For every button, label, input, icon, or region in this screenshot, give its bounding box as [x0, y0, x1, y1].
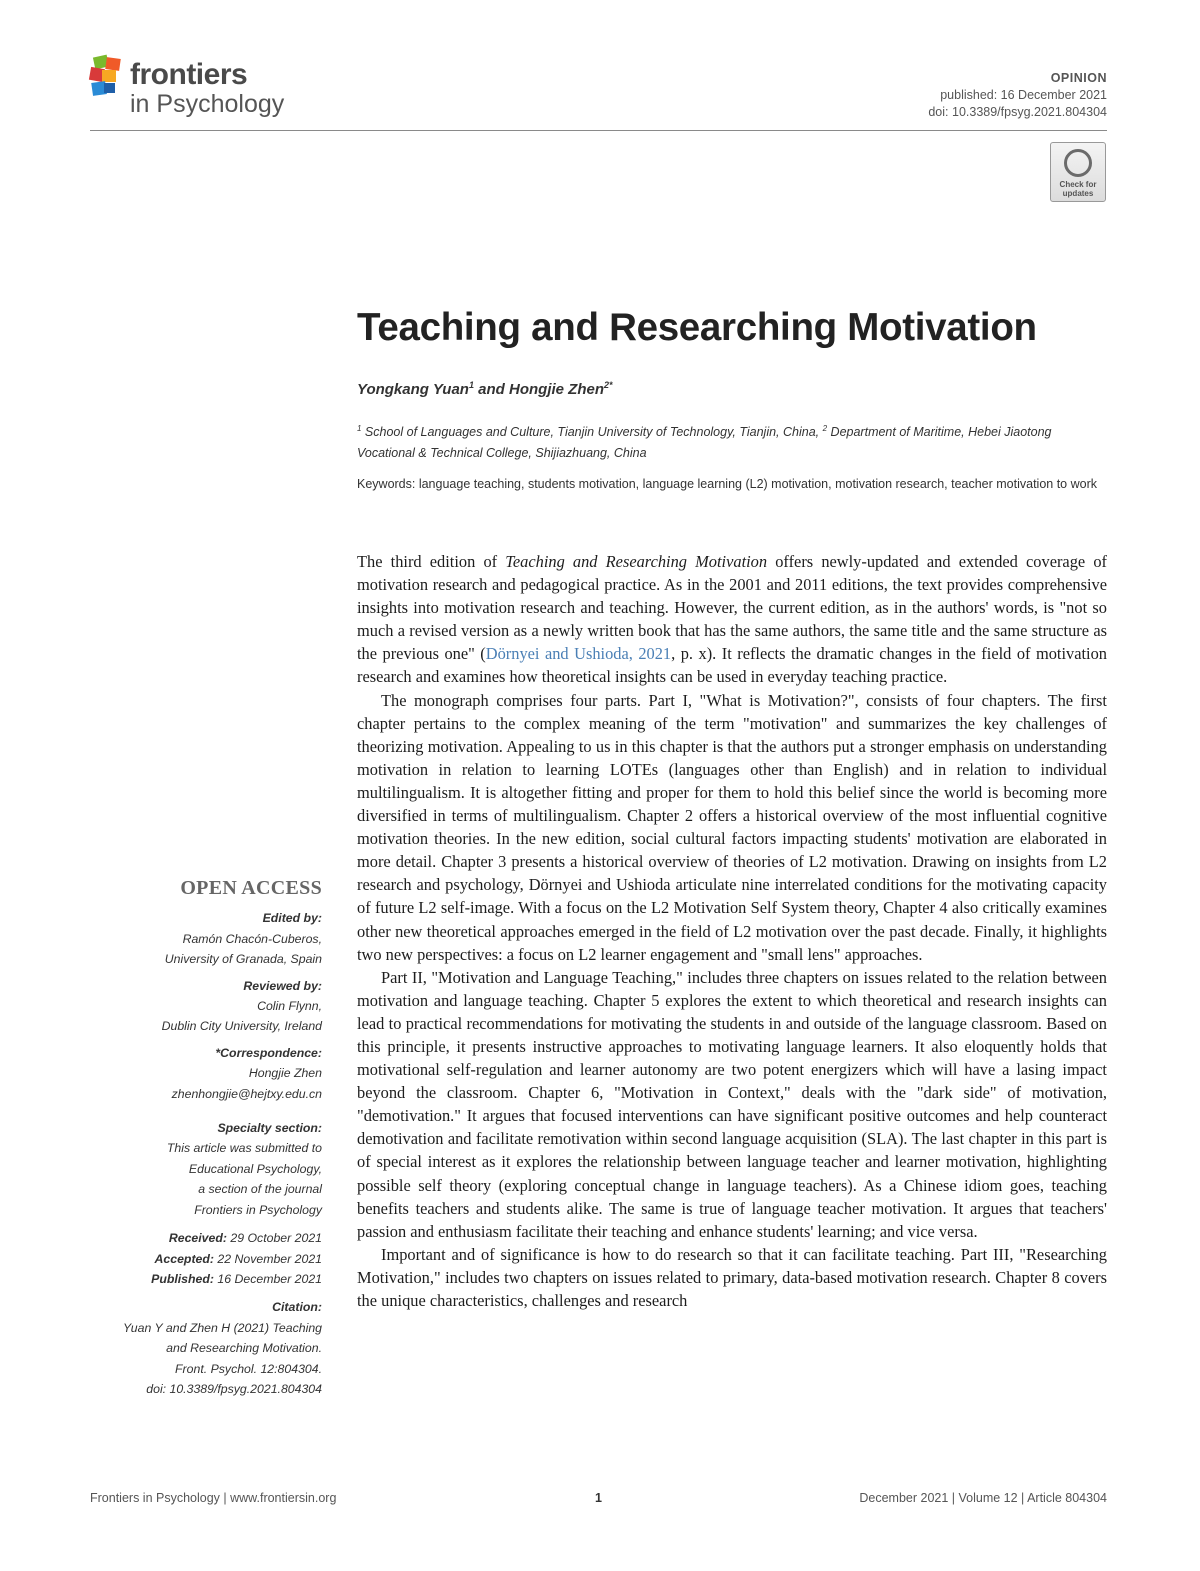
edited-by-block	[90, 908, 322, 969]
specialty-line: This article was submitted to	[166, 1141, 322, 1156]
journal-name-line2: in Psychology	[130, 90, 285, 118]
article-doi[interactable]: doi: 10.3389/fpsyg.2021.804304	[928, 105, 1107, 119]
reviewer-institution: Dublin City University, Ireland	[161, 1019, 322, 1034]
accepted-date: 22 November 2021	[213, 1251, 322, 1266]
citation-doi[interactable]: doi: 10.3389/fpsyg.2021.804304	[146, 1381, 322, 1396]
specialty-label: Specialty section:	[217, 1121, 322, 1136]
keywords	[357, 474, 1107, 495]
author-affil-sup: 2*	[604, 380, 613, 390]
citation-link[interactable]: Dörnyei and Ushioda, 2021	[485, 644, 672, 664]
footer-journal-link[interactable]: Frontiers in Psychology | www.frontiersin.org	[90, 1491, 337, 1505]
editor-name: Ramón Chacón-Cuberos,	[182, 931, 322, 946]
dates-block	[90, 1228, 322, 1289]
published-label: Published:	[151, 1271, 214, 1286]
correspondence-block	[90, 1043, 322, 1104]
received-date: 29 October 2021	[226, 1231, 322, 1246]
body-paragraph: The monograph comprises four parts. Part I, "What is Motivation?", consists of four chapters. The first chapter pertains to the complex meaning of the term "motivation" and summarizes the key challenges of theorizing motivation. Appealing to us in this chapter is that the authors put a stronger emphasis on understanding motivation in relation to learning LOTEs (languages other than English) and in relation to individual multilingualism. It is altogether fitting and proper for them to hold this belief since the world is becoming more diversified in terms of multilingualism. Chapter 2 offers a historical overview of the most influential cognitive motivation theories. In the new edition, social cultural factors impacting students' motivation are elaborated in more detail. Chapter 3 presents a historical overview of theories of L2 motivation. Drawing on insights from L2 research and psychology, Dörnyei and Ushioda articulate nine interrelated conditions for the motivating capacity of future L2 self-image. With a focus on the L2 Motivation Self System theory, Chapter 4 also critically examines other new theoretical approaches emerged in the field of L2 motivation over the past decade. Finally, it highlights two new perspectives: a focus on L2 learner engagement and "small lens" approaches.	[357, 690, 1107, 964]
affiliations	[357, 418, 1107, 464]
journal-name-line1: frontiers	[130, 58, 248, 91]
accepted-label: Accepted:	[154, 1251, 214, 1266]
article-title: Teaching and Researching Motivation	[357, 306, 1037, 349]
check-for-updates-button[interactable]	[1050, 142, 1106, 202]
body-paragraph: Part II, "Motivation and Language Teaching," includes three chapters on issues related to the relation between motivation and language teaching. Chapter 5 explores the extent to which theoretical and research insights can lead to practical recommendations for motivating the students in and outside of the language classroom. Based on this principle, it presents instructive approaches to motivating language learners. It also eloquently holds that motivational self-regulation and learner autonomy are two potent energizers which will have a lasing impact beyond the classroom. Chapter 6, "Motivation in Context," deals with the "dark side" of motivation, "demotivation." It argues that focused interventions can have significant positive outcomes and help counteract demotivation and facilitate remotivation within second language acquisition (SLA). The last chapter in this part is of special interest as it explores the relationship between language teacher and learner motivation, highlighting possible self theory (exploring conceptual change in language teachers). As a Chinese idiom goes, teaching benefits teachers and students alike. The same is true of language teacher motivation. It argues that teachers' passion and enthusiasm facilitate their teaching and enhance students' learning; and vice versa.	[357, 967, 1107, 1241]
edited-by-label: Edited by:	[262, 911, 322, 926]
received-line	[90, 1228, 322, 1248]
received-label: Received:	[168, 1231, 227, 1246]
body-text: The third edition of	[357, 552, 506, 571]
header-divider	[90, 130, 1107, 131]
body-paragraph: Important and of significance is how to do research so that it can facilitate teaching. Part III, "Researching Motivation," includes two chapters on issues related to primary, data-based motivation research. Chapter 8 covers the unique characteristics, challenges and research	[357, 1244, 1107, 1310]
citation-label: Citation:	[272, 1300, 322, 1315]
article-meta	[928, 70, 1107, 121]
author-list	[357, 380, 613, 398]
article-body	[357, 550, 1107, 1312]
frontiers-logo-icon	[88, 54, 128, 98]
citation-line: and Researching Motivation.	[166, 1341, 322, 1356]
check-updates-label: Check for updates	[1059, 180, 1097, 198]
article-type: OPINION	[1050, 71, 1107, 85]
book-title: Teaching and Researching Motivation	[505, 552, 768, 571]
published-line	[90, 1269, 322, 1289]
journal-logo	[88, 52, 328, 122]
citation-block	[90, 1297, 322, 1399]
body-text: , p. x). It reflects the dramatic changes in the field of motivation research and examines how theoretical insights can be used in everyday teaching practice.	[357, 644, 1107, 687]
affil-sup: 2	[822, 424, 828, 433]
citation-line: Front. Psychol. 12:804304.	[175, 1361, 322, 1376]
keywords-text: language teaching, students motivation, language learning (L2) motivation, motivation research, teacher motivation to work	[415, 477, 1097, 491]
keywords-label: Keywords:	[357, 477, 416, 491]
body-text: offers newly-updated and extended coverage of motivation research and pedagogical practice. As in the 2001 and 2011 editions, the text provides comprehensive insights into motivation research and teaching. However, the current edition, as in the authors' words, is "not so much a revised version as a newly written book that has the same authors, the same title and the same structure as the previous one" (	[357, 552, 1107, 664]
specialty-line: a section of the journal	[198, 1182, 322, 1197]
article-sidebar	[90, 878, 322, 1405]
correspondence-label: *Correspondence:	[215, 1045, 322, 1060]
correspondence-email[interactable]: zhenhongjie@hejtxy.edu.cn	[171, 1086, 322, 1101]
correspondence-name: Hongjie Zhen	[248, 1066, 322, 1081]
page-number: 1	[595, 1491, 602, 1505]
published-date: published: 16 December 2021	[940, 88, 1107, 102]
reviewed-by-label: Reviewed by:	[243, 978, 322, 993]
author-name[interactable]: Yongkang Yuan	[357, 381, 469, 398]
specialty-line: Frontiers in Psychology	[194, 1202, 322, 1217]
affil-text: School of Languages and Culture, Tianjin University of Technology, Tianjin, China,	[361, 425, 823, 440]
open-access-label: OPEN ACCESS	[180, 877, 322, 899]
footer-issue-info: December 2021 | Volume 12 | Article 804304	[859, 1491, 1107, 1505]
citation-line: Yuan Y and Zhen H (2021) Teaching	[123, 1320, 322, 1335]
editor-institution: University of Granada, Spain	[164, 952, 322, 967]
reviewer-name: Colin Flynn,	[257, 999, 322, 1014]
affil-text: Department of Maritime, Hebei Jiaotong Vocational & Technical College, Shijiazhuang, China	[357, 425, 1052, 461]
reviewed-by-block	[90, 976, 322, 1037]
specialty-block	[90, 1118, 322, 1220]
author-separator: and	[473, 381, 509, 398]
published-date: 16 December 2021	[213, 1271, 322, 1286]
check-updates-icon	[1064, 149, 1092, 177]
author-name[interactable]: Hongjie Zhen	[509, 381, 604, 398]
body-paragraph	[357, 550, 1107, 689]
accepted-line	[90, 1249, 322, 1269]
specialty-line: Educational Psychology,	[188, 1161, 322, 1176]
affil-sup: 1	[357, 424, 362, 433]
author-affil-sup: 1	[468, 380, 474, 390]
